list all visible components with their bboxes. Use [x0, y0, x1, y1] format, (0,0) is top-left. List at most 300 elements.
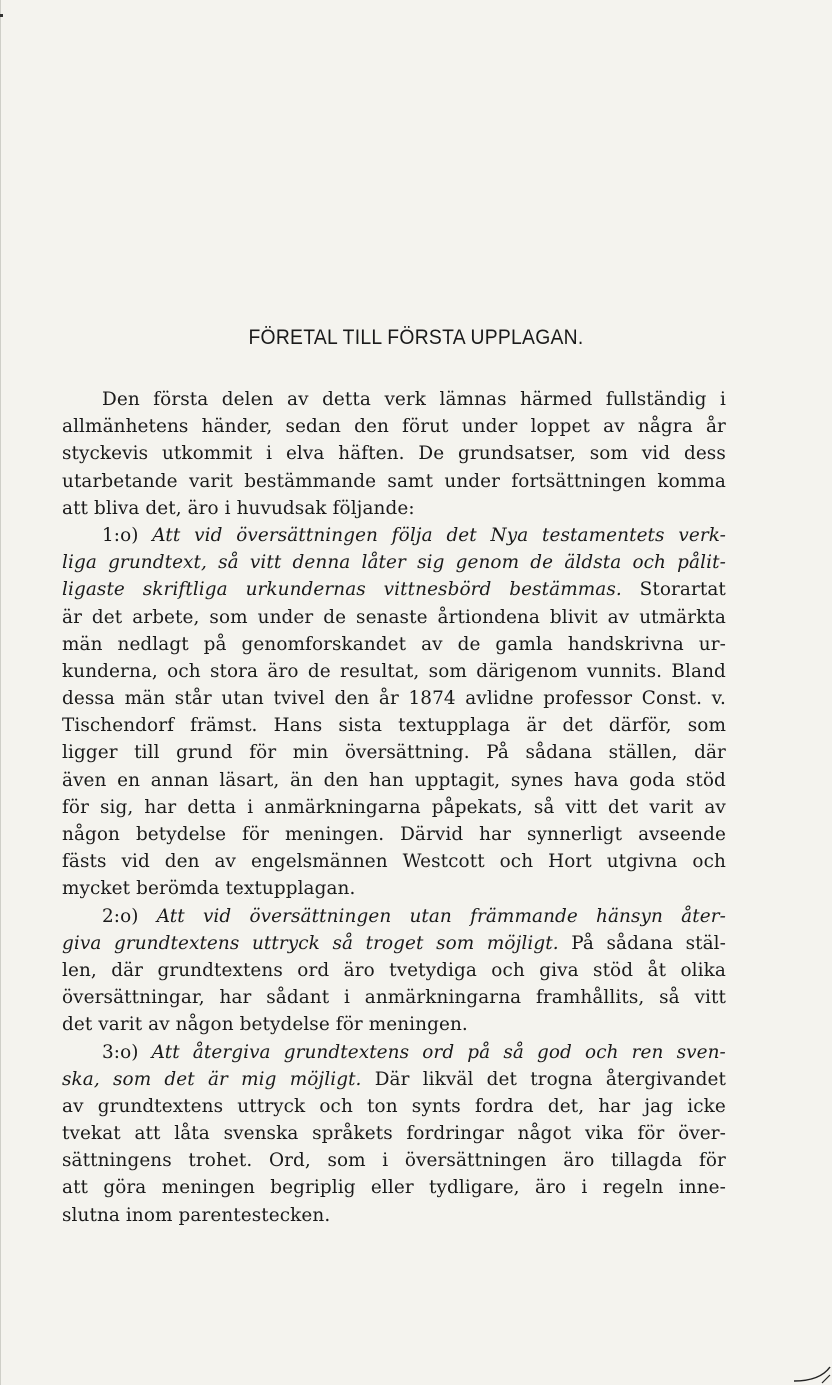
word: ord	[297, 959, 330, 981]
word: kunderna,	[62, 660, 158, 682]
text-line	[62, 576, 726, 603]
word: giva	[62, 932, 102, 954]
word: bestämmas.	[509, 579, 622, 601]
text-line	[62, 495, 726, 522]
word: sig,	[100, 796, 134, 818]
word: det	[486, 1068, 517, 1090]
word: skriftliga	[142, 579, 228, 601]
word: genom	[455, 552, 520, 574]
word: översättning.	[344, 742, 470, 764]
word: framhållits,	[536, 987, 645, 1009]
word: komma	[657, 470, 726, 492]
text-line	[62, 1011, 726, 1038]
word: Därvid	[400, 824, 464, 845]
word: är	[526, 715, 547, 737]
word: varit	[188, 470, 233, 492]
word: liga	[62, 552, 97, 574]
text-line	[62, 631, 726, 658]
word: och	[692, 851, 726, 873]
word: det	[446, 524, 477, 546]
word: sig	[417, 552, 445, 574]
text-line	[62, 767, 726, 794]
word: ska,	[62, 1068, 100, 1090]
word: i	[224, 497, 237, 519]
word: nedlagt	[117, 633, 189, 655]
word: len,	[62, 959, 97, 981]
word: bestämmande	[244, 470, 377, 492]
word: sven-	[676, 1041, 726, 1063]
word: professor	[543, 688, 633, 710]
word: äro	[343, 959, 375, 981]
word: tvekat	[62, 1123, 121, 1145]
word: uttryck	[251, 932, 320, 954]
word: av	[421, 633, 443, 655]
word: grundtextens	[97, 1095, 224, 1117]
word: stöd	[593, 959, 634, 981]
word: i	[343, 987, 350, 1009]
word: återgiva	[192, 1041, 271, 1063]
word: icke	[687, 1095, 726, 1117]
word: stora	[209, 660, 259, 682]
word: Hort	[548, 851, 592, 873]
word: Nya	[490, 524, 529, 546]
word: anmärkningarna	[264, 796, 421, 818]
word: blivit	[549, 606, 598, 628]
word: åt	[647, 959, 667, 981]
word: v.	[711, 688, 726, 710]
word: de	[457, 633, 481, 655]
text-line	[62, 522, 726, 549]
word: av	[148, 1014, 176, 1036]
word: trogna	[530, 1068, 593, 1090]
word: följa	[391, 524, 433, 546]
word: så	[533, 796, 555, 818]
word: det	[608, 796, 639, 818]
word: av	[62, 1095, 84, 1117]
word: äro	[187, 497, 225, 519]
word: något	[517, 1123, 572, 1145]
word: vunnits.	[586, 660, 663, 682]
word: 3:o)	[102, 1041, 139, 1063]
word: fullständig	[605, 389, 707, 410]
text-line	[62, 1039, 726, 1066]
word: synes	[510, 769, 564, 791]
text-line	[62, 712, 726, 739]
word: avseende	[638, 824, 726, 845]
text-line	[62, 413, 726, 440]
word: betydelse	[239, 1014, 336, 1036]
word: utmärkta	[639, 606, 726, 628]
word: på	[203, 633, 227, 655]
word: utgivna	[606, 851, 678, 873]
word: främmande	[470, 905, 578, 927]
text-line	[62, 1066, 726, 1093]
word: av	[287, 389, 309, 410]
word: vid	[121, 851, 150, 873]
body-text	[62, 386, 726, 1229]
word: händer,	[201, 416, 273, 438]
word: häften.	[338, 443, 405, 465]
word: grund	[176, 742, 233, 764]
word: förut	[402, 416, 449, 438]
word: Storartat	[639, 579, 726, 601]
word: 1:o)	[102, 524, 139, 546]
word: i	[247, 796, 254, 818]
word: gamla	[495, 633, 553, 655]
word: Den	[102, 389, 140, 410]
word: vid	[641, 443, 671, 465]
word: har	[479, 824, 512, 845]
word: allmänhetens	[62, 416, 189, 438]
word: delen	[221, 389, 274, 410]
word: ligaste	[62, 579, 125, 601]
word: meningen	[161, 1177, 255, 1199]
word: sådana	[525, 742, 593, 764]
word: för	[62, 796, 89, 818]
word: under	[257, 606, 314, 628]
word: av	[704, 796, 726, 818]
word: män	[124, 688, 166, 710]
word: därför,	[608, 715, 672, 737]
word: under	[461, 416, 518, 438]
word: vittnesbörd	[383, 579, 492, 601]
word: fordringar	[406, 1123, 504, 1145]
text-line	[62, 468, 726, 495]
text-line	[62, 848, 726, 875]
word: har	[598, 1095, 631, 1117]
word: tvivel	[273, 688, 325, 710]
word: utan	[221, 688, 264, 710]
word: Att	[156, 905, 185, 927]
word: möjligt.	[289, 1068, 362, 1090]
word: den	[323, 769, 359, 791]
word: dessa	[62, 688, 115, 710]
page-title: FÖRETAL TILL FÖRSTA UPPLAGAN.	[248, 326, 584, 349]
word: De	[418, 443, 445, 465]
word: under	[444, 470, 501, 492]
word: parentestecken.	[178, 1204, 331, 1226]
word: främst.	[190, 715, 258, 737]
text-line	[62, 821, 726, 848]
word: På	[486, 742, 509, 764]
word: meningen.	[368, 1014, 468, 1036]
word: av	[607, 606, 630, 628]
word: årtiondena	[437, 606, 540, 628]
word: 1874	[408, 688, 456, 710]
word: elva	[285, 443, 325, 465]
word: är	[207, 1068, 228, 1090]
word: regeln	[602, 1177, 664, 1199]
word: samt	[387, 470, 434, 492]
word: även	[62, 769, 107, 791]
word: har	[144, 796, 177, 818]
word: genomforskandet	[241, 633, 407, 655]
word: tillagda	[611, 1150, 683, 1172]
word: utan	[409, 905, 452, 927]
word: verk-	[678, 524, 726, 546]
word: som	[327, 1150, 366, 1172]
word: för	[637, 1123, 665, 1145]
word: har	[219, 987, 252, 1009]
word: stäl-	[685, 932, 726, 954]
text-line	[62, 903, 726, 930]
page-edge	[0, 0, 1, 1385]
word: urkundernas	[245, 579, 366, 601]
word: där	[694, 742, 726, 764]
word: ton	[367, 1095, 398, 1117]
word: berömda	[136, 878, 226, 900]
word: och	[167, 660, 201, 682]
word: sista	[338, 715, 383, 737]
word: vitt	[249, 552, 282, 574]
word: den	[334, 688, 370, 710]
word: vitt	[694, 987, 726, 1009]
word: påpekats,	[431, 796, 523, 818]
word: som	[112, 1068, 152, 1090]
word: står	[174, 688, 212, 710]
text-line	[62, 1093, 726, 1120]
word: översättningen	[236, 524, 378, 546]
word: den	[164, 851, 200, 873]
word: till	[134, 742, 160, 764]
word: för	[242, 824, 270, 845]
word: anmärkningarna	[364, 987, 522, 1009]
text-line	[62, 984, 726, 1011]
word: i	[581, 1177, 588, 1199]
word: någon	[175, 1014, 240, 1036]
word: god	[537, 1041, 572, 1063]
page-mark	[0, 14, 3, 17]
word: inne-	[678, 1177, 726, 1199]
word: så	[332, 932, 354, 954]
word: och	[499, 851, 534, 873]
word: det	[62, 1014, 99, 1036]
word: översättningen	[249, 905, 392, 927]
word: möjligt.	[486, 932, 559, 954]
word: goda	[629, 769, 676, 791]
text-line	[62, 440, 726, 467]
word: pålit-	[677, 552, 726, 574]
word: i	[382, 1150, 389, 1172]
text-line	[62, 604, 726, 631]
text-line	[62, 549, 726, 576]
word: några	[637, 416, 693, 438]
word: varit	[649, 796, 694, 818]
word: för	[249, 742, 277, 764]
word: meningen.	[285, 824, 385, 845]
word: Där	[374, 1068, 410, 1090]
word: denna	[292, 552, 351, 574]
word: troget	[365, 932, 424, 954]
word: arbete,	[132, 606, 200, 628]
text-line	[62, 1147, 726, 1174]
word: den	[354, 416, 389, 438]
word: översättningar,	[62, 987, 205, 1009]
word: de	[307, 660, 331, 682]
word: På	[571, 932, 594, 954]
word: läsart,	[219, 769, 280, 791]
word: grundtextens	[157, 959, 283, 981]
word: vid	[194, 524, 223, 546]
word: så	[218, 552, 239, 574]
word: fortsättningen	[511, 470, 647, 492]
text-line	[62, 1120, 726, 1147]
word: män	[62, 633, 103, 655]
word: ställen,	[608, 742, 678, 764]
word: sådant	[266, 987, 330, 1009]
text-line	[62, 957, 726, 984]
word: översättningen	[404, 1150, 547, 1172]
word: så	[503, 1041, 524, 1063]
word: därigenom	[476, 660, 578, 682]
word: som	[209, 606, 248, 628]
word: begriplig	[270, 1177, 356, 1199]
word: det,	[547, 1095, 585, 1117]
text-line	[62, 875, 726, 902]
word: handskrivna	[567, 633, 684, 655]
word: resultat,	[340, 660, 420, 682]
word: han	[369, 769, 404, 791]
word: ren	[631, 1041, 664, 1063]
word: äro	[267, 660, 299, 682]
word: Att	[151, 1041, 180, 1063]
word: över-	[678, 1123, 726, 1145]
word: textupplagan.	[225, 878, 356, 900]
word: äro	[563, 1150, 595, 1172]
word: sådana	[606, 932, 674, 954]
word: verk	[384, 389, 427, 410]
word: slutna	[62, 1204, 126, 1226]
word: att	[134, 1123, 161, 1145]
word: utkommit	[161, 443, 253, 465]
word: äro	[534, 1177, 567, 1199]
word: av	[603, 416, 625, 438]
word: följande:	[332, 497, 415, 519]
word: hava	[573, 769, 619, 791]
word: avlidne	[465, 688, 534, 710]
word: låta	[174, 1123, 210, 1145]
word: sättningens	[62, 1150, 172, 1172]
text-line	[62, 1174, 726, 1201]
word: inom	[125, 1204, 179, 1226]
word: Att	[152, 524, 181, 546]
word: år	[378, 688, 399, 710]
word: och	[491, 959, 525, 981]
word: första	[153, 389, 209, 410]
word: min	[292, 742, 329, 764]
text-line	[62, 794, 726, 821]
word: engelsmännen	[250, 851, 388, 873]
text-line	[62, 1202, 726, 1229]
word: bliva	[94, 497, 146, 519]
word: så	[659, 987, 680, 1009]
word: stöd	[685, 769, 726, 791]
word: vid	[202, 905, 232, 927]
word: Westcott	[402, 851, 485, 873]
word: återgivandet	[605, 1068, 726, 1090]
word: Const.	[641, 688, 703, 710]
word: huvudsak	[236, 497, 333, 519]
word: en	[117, 769, 141, 791]
word: annan	[150, 769, 209, 791]
word: ur-	[698, 633, 726, 655]
word: som	[428, 660, 467, 682]
word: trohet.	[188, 1150, 253, 1172]
word: tydligare,	[429, 1177, 520, 1199]
word: och	[585, 1041, 619, 1063]
word: grundsatser,	[457, 443, 576, 465]
word: uttryck	[237, 1095, 306, 1117]
word: de	[323, 606, 347, 628]
word: likväl	[422, 1068, 474, 1090]
word: av	[214, 851, 237, 873]
word: Tischendorf	[62, 715, 175, 737]
word: för	[335, 1014, 369, 1036]
word: lämnas	[439, 389, 507, 410]
text-line	[62, 739, 726, 766]
word: loppet	[530, 416, 590, 438]
word: grundtext,	[108, 552, 207, 574]
word: giva	[539, 959, 579, 981]
word: Ord,	[268, 1150, 311, 1172]
word: vika	[584, 1123, 624, 1145]
word: Bland	[671, 660, 726, 682]
word: äldsta	[564, 552, 622, 574]
word: varit	[98, 1014, 149, 1036]
word: upptagit,	[414, 769, 501, 791]
word: 2:o)	[102, 905, 139, 927]
word: på	[467, 1041, 491, 1063]
word: det	[91, 606, 123, 628]
word: som	[687, 715, 726, 737]
word: jag	[644, 1095, 674, 1117]
word: fästs	[62, 851, 107, 873]
word: hänsyn	[596, 905, 663, 927]
word: göra	[103, 1177, 147, 1199]
word: år	[705, 416, 726, 438]
word: språkets	[312, 1123, 393, 1145]
word: de	[530, 552, 554, 574]
word: betydelse	[135, 824, 227, 845]
text-line	[62, 386, 726, 413]
word: att	[62, 497, 94, 519]
word: detta	[322, 389, 371, 410]
word: testamentets	[542, 524, 665, 546]
word: för	[698, 1150, 726, 1172]
word: i	[719, 389, 726, 410]
text-line	[62, 685, 726, 712]
word: det	[164, 1068, 195, 1090]
word: Hans	[273, 715, 323, 737]
word: i	[266, 443, 273, 465]
word: synnerligt	[527, 824, 623, 845]
word: eller	[370, 1177, 414, 1199]
word: detta	[187, 796, 237, 818]
word: olika	[680, 959, 726, 981]
text-line	[62, 930, 726, 957]
word: senaste	[356, 606, 428, 628]
word: styckevis	[62, 443, 149, 465]
word: mycket	[62, 878, 137, 900]
word: att	[62, 1177, 89, 1199]
word: och	[632, 552, 667, 574]
word: ligger	[62, 742, 118, 764]
word: och	[319, 1095, 353, 1117]
word: synts	[411, 1095, 461, 1117]
word: tvetydiga	[389, 959, 477, 981]
word: där	[111, 959, 144, 981]
word: fordra	[474, 1095, 534, 1117]
